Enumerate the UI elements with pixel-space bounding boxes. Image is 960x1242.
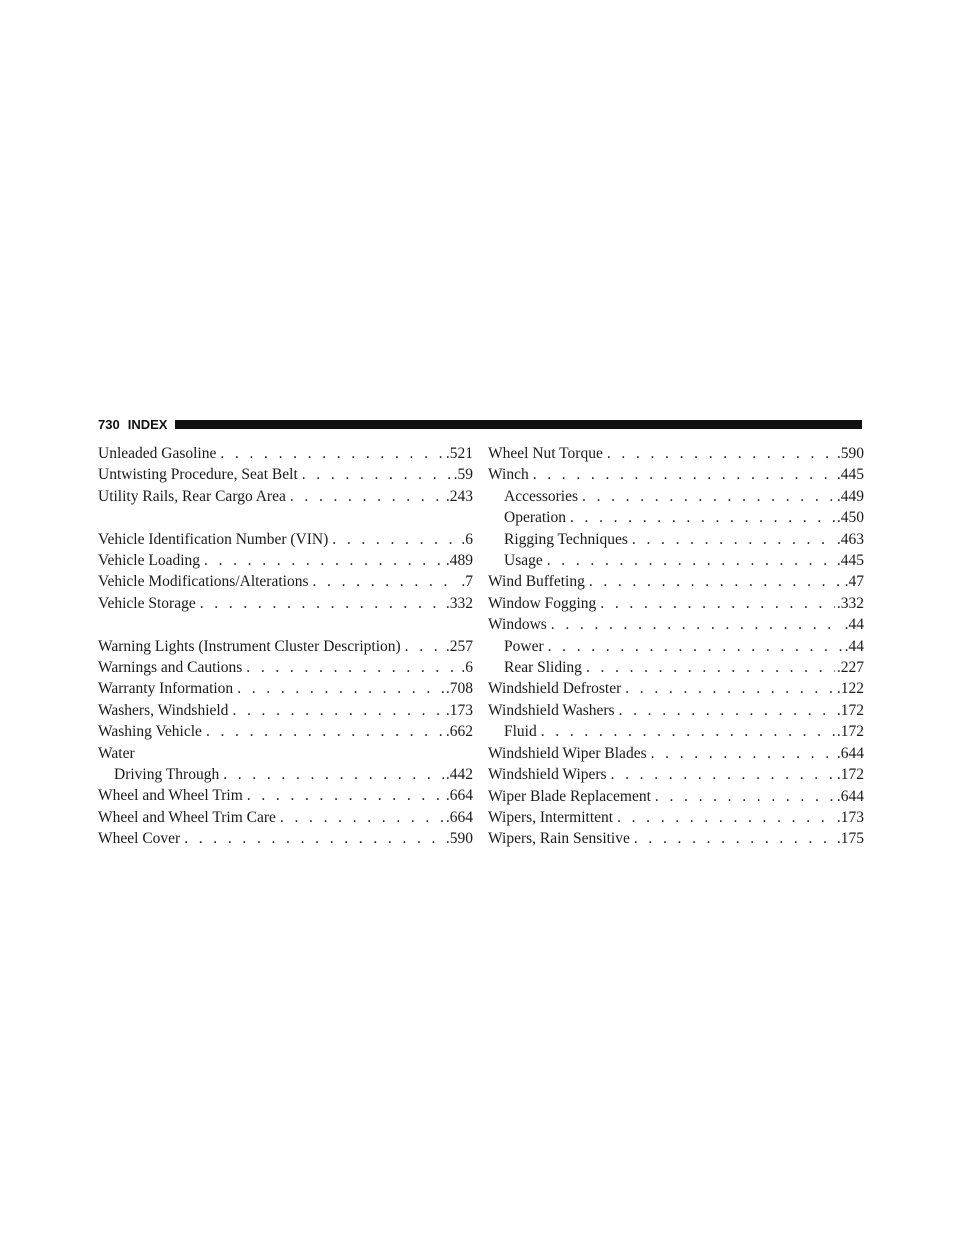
index-entry: [488, 828, 864, 849]
index-entry: [488, 807, 864, 828]
entry-page: .664: [445, 808, 473, 826]
page-header: [98, 413, 862, 435]
entry-page: .172: [836, 723, 864, 741]
dot-leader: [232, 700, 443, 721]
entry-label: Windows: [488, 616, 547, 634]
index-entry: [488, 764, 864, 785]
dot-leader: [204, 550, 444, 571]
entry-page: .644: [836, 787, 864, 805]
index-subentry: [488, 550, 864, 571]
entry-label: Untwisting Procedure, Seat Belt: [98, 466, 298, 484]
entry-page: .644: [836, 744, 864, 762]
dot-leader: [570, 507, 835, 528]
dot-leader: [290, 486, 444, 507]
entry-page: .463: [836, 530, 864, 548]
entry-label: Rear Sliding: [504, 659, 582, 677]
dot-leader: [302, 464, 452, 485]
dot-leader: [617, 807, 835, 828]
entry-label: Utility Rails, Rear Cargo Area: [98, 487, 286, 505]
dot-leader: [582, 486, 835, 507]
index-entry: [488, 743, 864, 764]
index-entry: [98, 636, 473, 657]
entry-page: .521: [445, 445, 473, 462]
index-entry: [98, 593, 473, 614]
entry-page: .44: [844, 637, 864, 655]
index-entry: [488, 464, 864, 485]
dot-leader: [551, 614, 843, 635]
dot-leader: [607, 443, 835, 464]
dot-leader: [586, 657, 835, 678]
dot-leader: [533, 464, 835, 485]
entry-page: .59: [453, 466, 473, 484]
index-subentry: [488, 529, 864, 550]
entry-page: .489: [445, 552, 473, 570]
entry-label: Unleaded Gasoline: [98, 445, 217, 462]
entry-page: .257: [445, 637, 473, 655]
entry-page: .445: [836, 466, 864, 484]
dot-leader: [220, 443, 444, 464]
index-entry: [488, 678, 864, 699]
index-entry: [98, 678, 473, 699]
dot-leader: [200, 593, 444, 614]
entry-label: Wind Buffeting: [488, 573, 585, 591]
index-column-left: [98, 443, 473, 850]
entry-label: Wheel and Wheel Trim: [98, 787, 243, 805]
entry-label: Wipers, Intermittent: [488, 808, 614, 826]
index-entry: [98, 571, 473, 592]
index-entry: [488, 571, 864, 592]
entry-label: Warnings and Cautions: [98, 659, 243, 677]
index-entry: [98, 464, 473, 485]
dot-leader: [280, 807, 444, 828]
entry-page: .227: [836, 659, 864, 677]
dot-leader: [548, 636, 843, 657]
index-entry: [98, 785, 473, 806]
entry-label: Vehicle Loading: [98, 552, 201, 570]
index-entry: [488, 786, 864, 807]
entry-page: .6: [461, 530, 473, 548]
entry-page: .173: [836, 808, 864, 826]
entry-label: Window Fogging: [488, 594, 597, 612]
entry-page: .450: [836, 509, 864, 527]
entry-page: .332: [836, 594, 864, 612]
entry-label: Wheel Cover: [98, 830, 181, 848]
entry-label: Vehicle Identification Number (VIN): [98, 530, 329, 548]
entry-label: Washing Vehicle: [98, 723, 202, 741]
index-entry: [488, 614, 864, 635]
entry-page: .173: [445, 701, 473, 719]
entry-page: .44: [844, 616, 864, 634]
dot-leader: [655, 786, 835, 807]
index-subentry: [488, 486, 864, 507]
entry-page: .449: [836, 487, 864, 505]
dot-leader: [651, 743, 835, 764]
entry-page: .445: [836, 552, 864, 570]
entry-page: .175: [836, 830, 864, 848]
entry-page: .664: [445, 787, 473, 805]
entry-label: Wheel and Wheel Trim Care: [98, 808, 276, 826]
entry-page: .122: [836, 680, 864, 698]
entry-page: .662: [445, 723, 473, 741]
entry-page: .243: [445, 487, 473, 505]
entry-label: Rigging Techniques: [504, 530, 628, 548]
entry-label: Driving Through: [114, 766, 220, 784]
entry-page: .7: [461, 573, 473, 591]
index-entry: [488, 593, 864, 614]
entry-page: .590: [445, 830, 473, 848]
dot-leader: [625, 678, 835, 699]
entry-label: Warranty Information: [98, 680, 234, 698]
entry-label: Wiper Blade Replacement: [488, 787, 651, 805]
entry-label: Wheel Nut Torque: [488, 445, 603, 462]
entry-label: Usage: [504, 552, 543, 570]
entry-label: Vehicle Storage: [98, 594, 196, 612]
dot-leader: [541, 721, 835, 742]
index-subentry: [488, 657, 864, 678]
index-entry: [98, 657, 473, 678]
index-entry: [98, 700, 473, 721]
dot-leader: [237, 678, 444, 699]
entry-label: Windshield Defroster: [488, 680, 622, 698]
dot-leader: [600, 593, 835, 614]
index-subentry: [488, 721, 864, 742]
entry-page: .442: [445, 766, 473, 784]
index-column-right: [488, 443, 864, 850]
index-entry: [488, 443, 864, 464]
dot-leader: [184, 828, 444, 849]
group-gap: [98, 507, 473, 528]
index-entry: [98, 486, 473, 507]
entry-label: Accessories: [504, 487, 579, 505]
entry-page: .590: [836, 445, 864, 462]
index-subentry: [488, 636, 864, 657]
dot-leader: [547, 550, 835, 571]
entry-label: Washers, Windshield: [98, 701, 229, 719]
dot-leader: [611, 764, 835, 785]
entry-label: Windshield Wipers: [488, 766, 607, 784]
index-entry: [488, 700, 864, 721]
entry-label: Fluid: [504, 723, 537, 741]
entry-label: Windshield Washers: [488, 701, 615, 719]
entry-page: .47: [844, 573, 864, 591]
index-subentry: [98, 764, 473, 785]
dot-leader: [589, 571, 843, 592]
entry-page: .6: [461, 659, 473, 677]
entry-page: .172: [836, 701, 864, 719]
header-rule: [175, 420, 862, 429]
dot-leader: [405, 636, 444, 657]
entry-label: Power: [504, 637, 544, 655]
dot-leader: [246, 657, 459, 678]
section-title: INDEX: [127, 416, 168, 432]
entry-label: Warning Lights (Instrument Cluster Description): [98, 637, 401, 655]
dot-leader: [632, 529, 835, 550]
dot-leader: [313, 571, 460, 592]
dot-leader: [634, 828, 835, 849]
entry-label: Operation: [504, 509, 566, 527]
entry-label: Wipers, Rain Sensitive: [488, 830, 630, 848]
index-entry: [98, 807, 473, 828]
index-entry: [98, 721, 473, 742]
entry-page: .332: [445, 594, 473, 612]
dot-leader: [247, 785, 444, 806]
group-gap: [98, 614, 473, 635]
entry-page: .708: [445, 680, 473, 698]
index-entry: [98, 529, 473, 550]
dot-leader: [206, 721, 444, 742]
dot-leader: [223, 764, 444, 785]
page-number: 730: [98, 416, 120, 432]
index-entry: [98, 443, 473, 464]
index-subentry: [488, 507, 864, 528]
entry-label: Windshield Wiper Blades: [488, 744, 647, 762]
index-heading: Water: [98, 744, 135, 762]
index-entry: [98, 828, 473, 849]
entry-label: Winch: [488, 466, 529, 484]
dot-leader: [332, 529, 459, 550]
dot-leader: [619, 700, 835, 721]
index-entry: [98, 550, 473, 571]
entry-label: Vehicle Modifications/Alterations: [98, 573, 309, 591]
entry-page: .172: [836, 766, 864, 784]
